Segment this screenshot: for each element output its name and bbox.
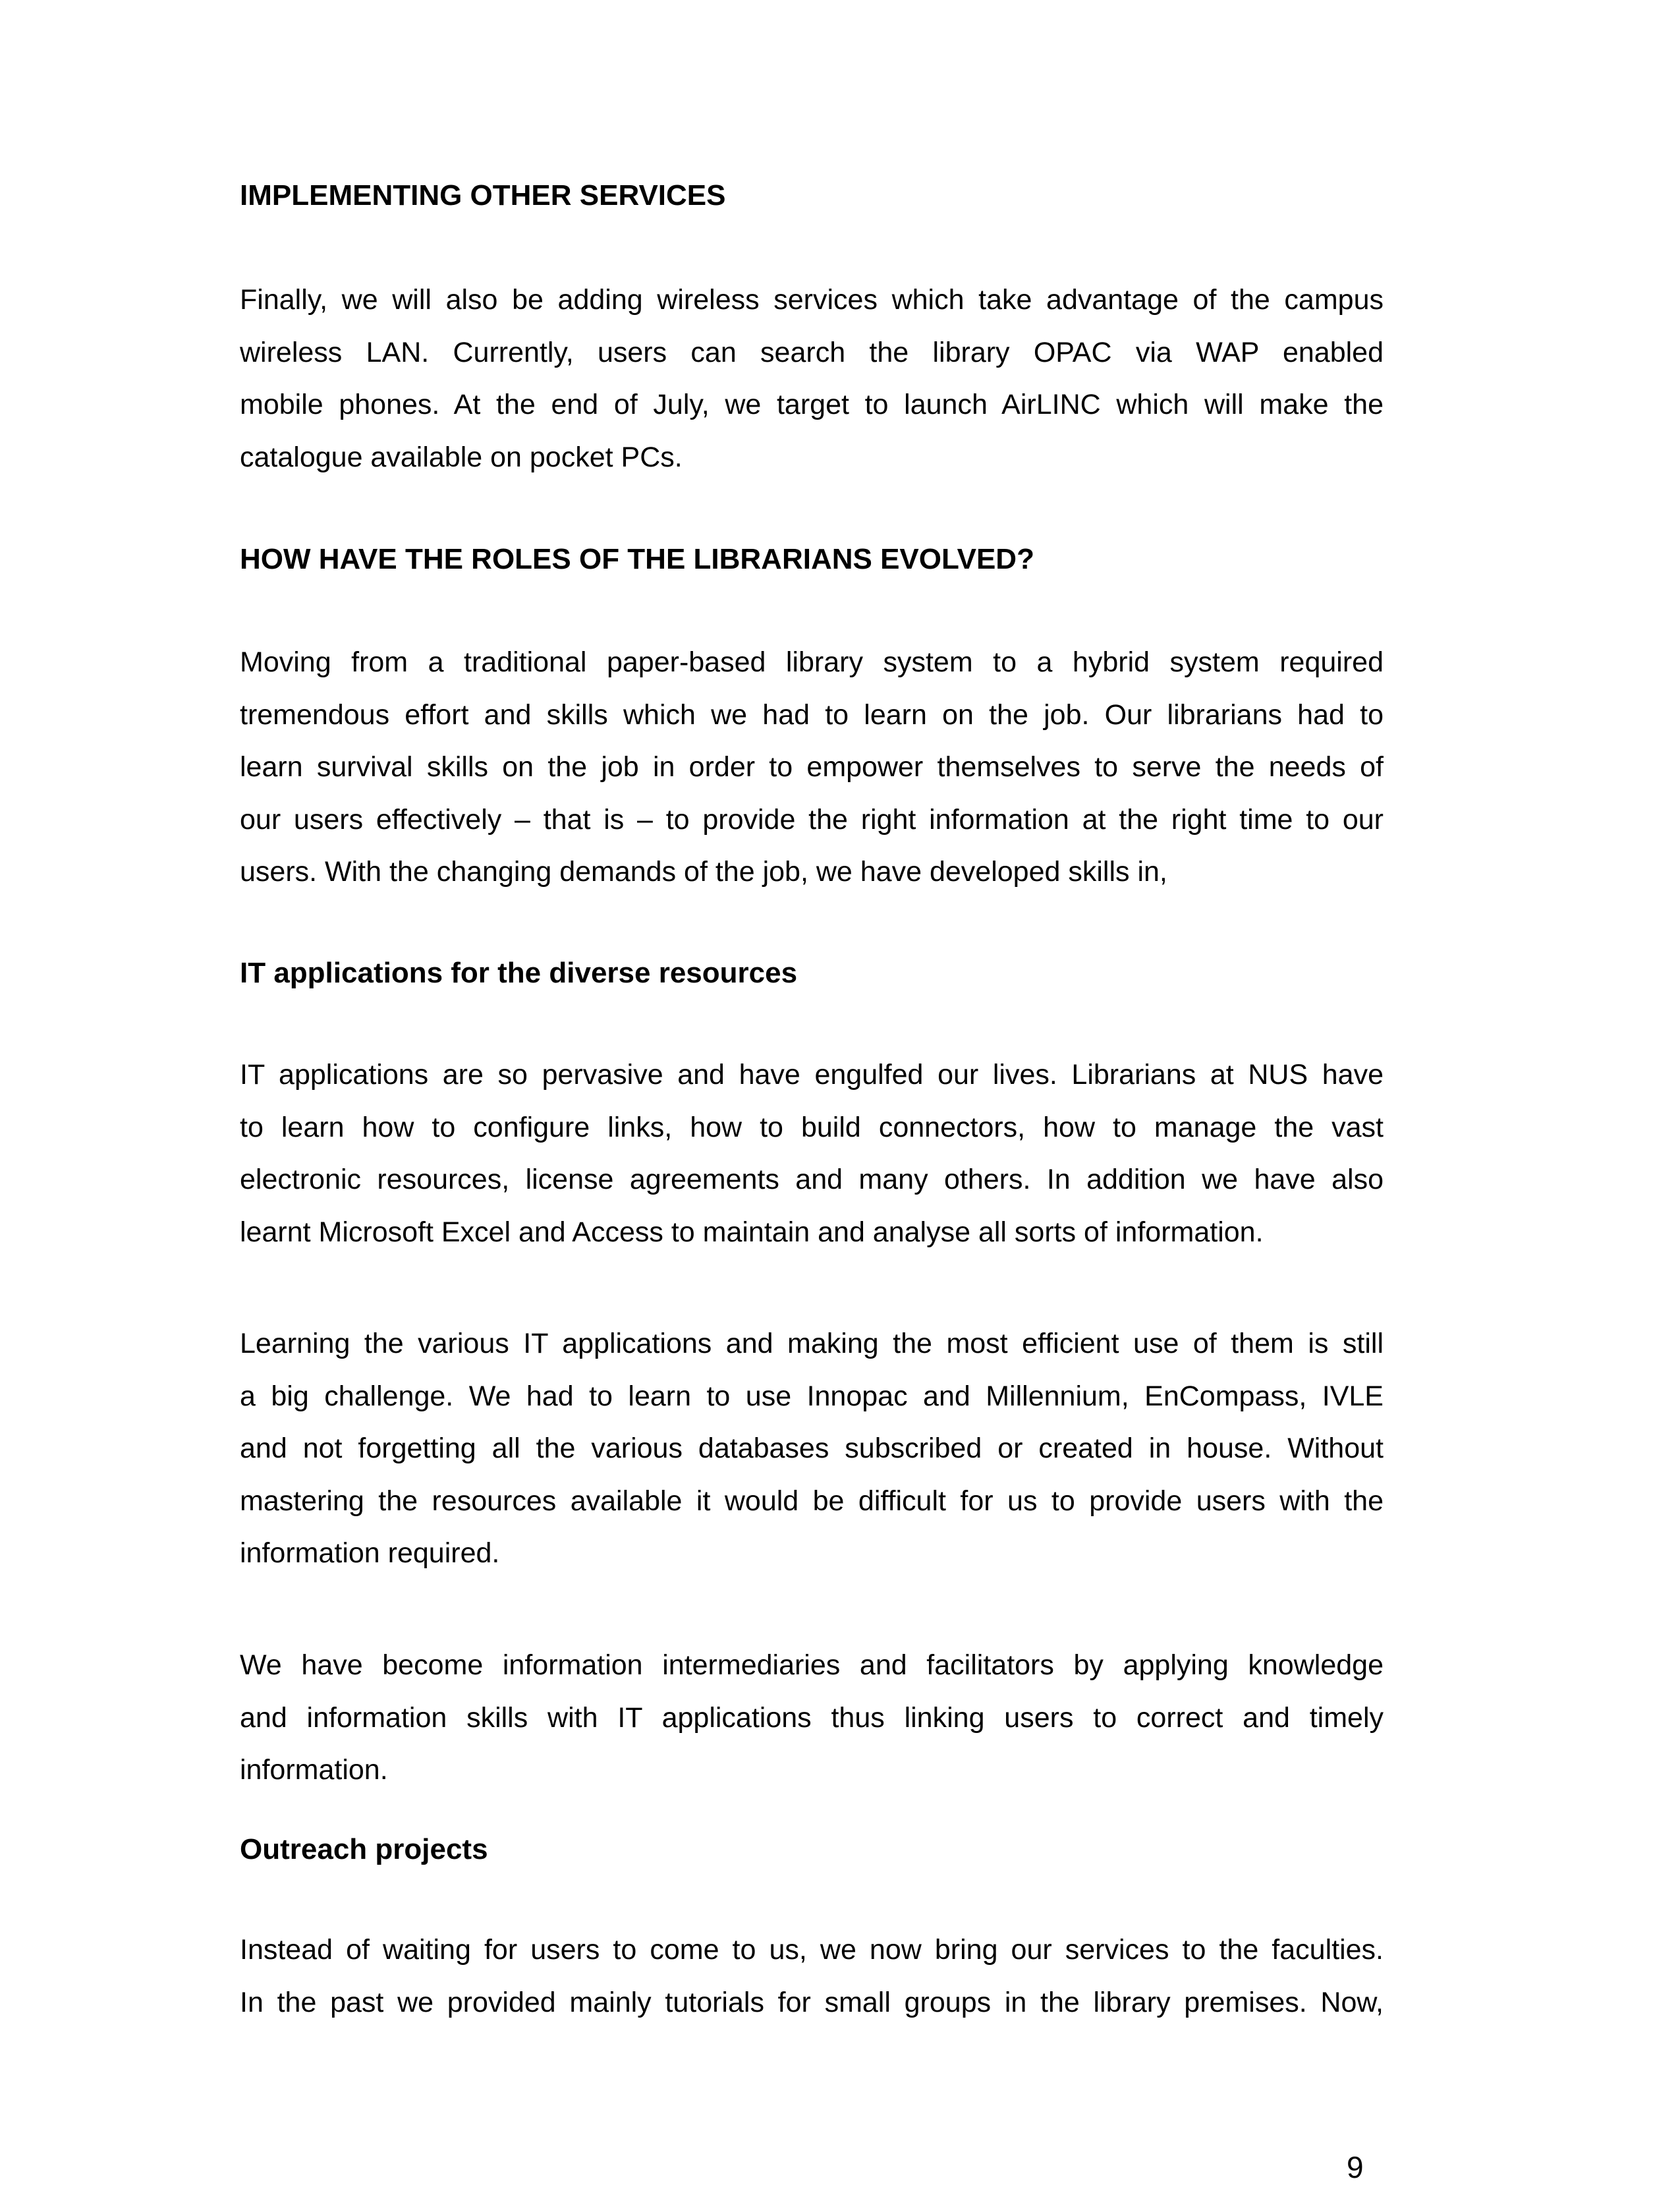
paragraph-information-intermediaries <box>240 1639 1384 1797</box>
section-heading-it-applications: IT applications for the diverse resources <box>240 957 798 989</box>
text-line: IT applications are so pervasive and have engulfed our lives. Librarians at NUS have <box>240 1059 1384 1091</box>
text-line: users. With the changing demands of the job, we have developed skills in, <box>240 856 1167 888</box>
text-line: catalogue available on pocket PCs. <box>240 441 683 473</box>
text-line: wireless LAN. Currently, users can search the library OPAC via WAP enabled <box>240 336 1384 368</box>
text-line: to learn how to configure links, how to build connectors, how to manage the vast <box>240 1111 1384 1143</box>
paragraph-outreach <box>240 1924 1384 2029</box>
paragraph-wireless-services <box>240 274 1384 484</box>
text-line: Moving from a traditional paper-based library system to a hybrid system required <box>240 646 1384 678</box>
text-line: mobile phones. At the end of July, we target to launch AirLINC which will make the <box>240 389 1384 420</box>
paragraph-it-pervasive <box>240 1049 1384 1259</box>
text-line: and not forgetting all the various databases subscribed or created in house. Without <box>240 1433 1384 1464</box>
text-line: We have become information intermediaries and facilitators by applying knowledge <box>240 1649 1384 1681</box>
page-number: 9 <box>1347 2150 1364 2184</box>
text-line: Instead of waiting for users to come to us, we now bring our services to the faculties. <box>240 1934 1384 1966</box>
text-line: a big challenge. We had to learn to use Innopac and Millennium, EnCompass, IVLE <box>240 1380 1384 1412</box>
text-line: mastering the resources available it would be difficult for us to provide users with the <box>240 1485 1384 1517</box>
text-line: Finally, we will also be adding wireless services which take advantage of the campus <box>240 284 1384 316</box>
section-heading-outreach-projects: Outreach projects <box>240 1833 488 1865</box>
section-heading-roles-of-librarians: HOW HAVE THE ROLES OF THE LIBRARIANS EVOLVED? <box>240 543 1034 575</box>
section-heading-implementing-other-services: IMPLEMENTING OTHER SERVICES <box>240 179 726 212</box>
paragraph-learning-it-applications <box>240 1318 1384 1580</box>
paragraph-hybrid-system <box>240 637 1384 899</box>
text-line: information. <box>240 1754 388 1786</box>
text-line: learn survival skills on the job in order to empower themselves to serve the needs of <box>240 751 1384 783</box>
text-line: our users effectively – that is – to provide the right information at the right time to our <box>240 803 1384 836</box>
text-line: electronic resources, license agreements and many others. In addition we have also <box>240 1164 1384 1195</box>
text-line: information required. <box>240 1537 500 1569</box>
text-line: tremendous effort and skills which we had to learn on the job. Our librarians had to <box>240 698 1384 731</box>
text-line: In the past we provided mainly tutorials for small groups in the library premises. Now, <box>240 1986 1384 2018</box>
text-line: learnt Microsoft Excel and Access to maintain and analyse all sorts of information. <box>240 1216 1264 1248</box>
text-line: Learning the various IT applications and making the most efficient use of them is still <box>240 1328 1384 1359</box>
text-line: and information skills with IT applications thus linking users to correct and timely <box>240 1701 1384 1734</box>
